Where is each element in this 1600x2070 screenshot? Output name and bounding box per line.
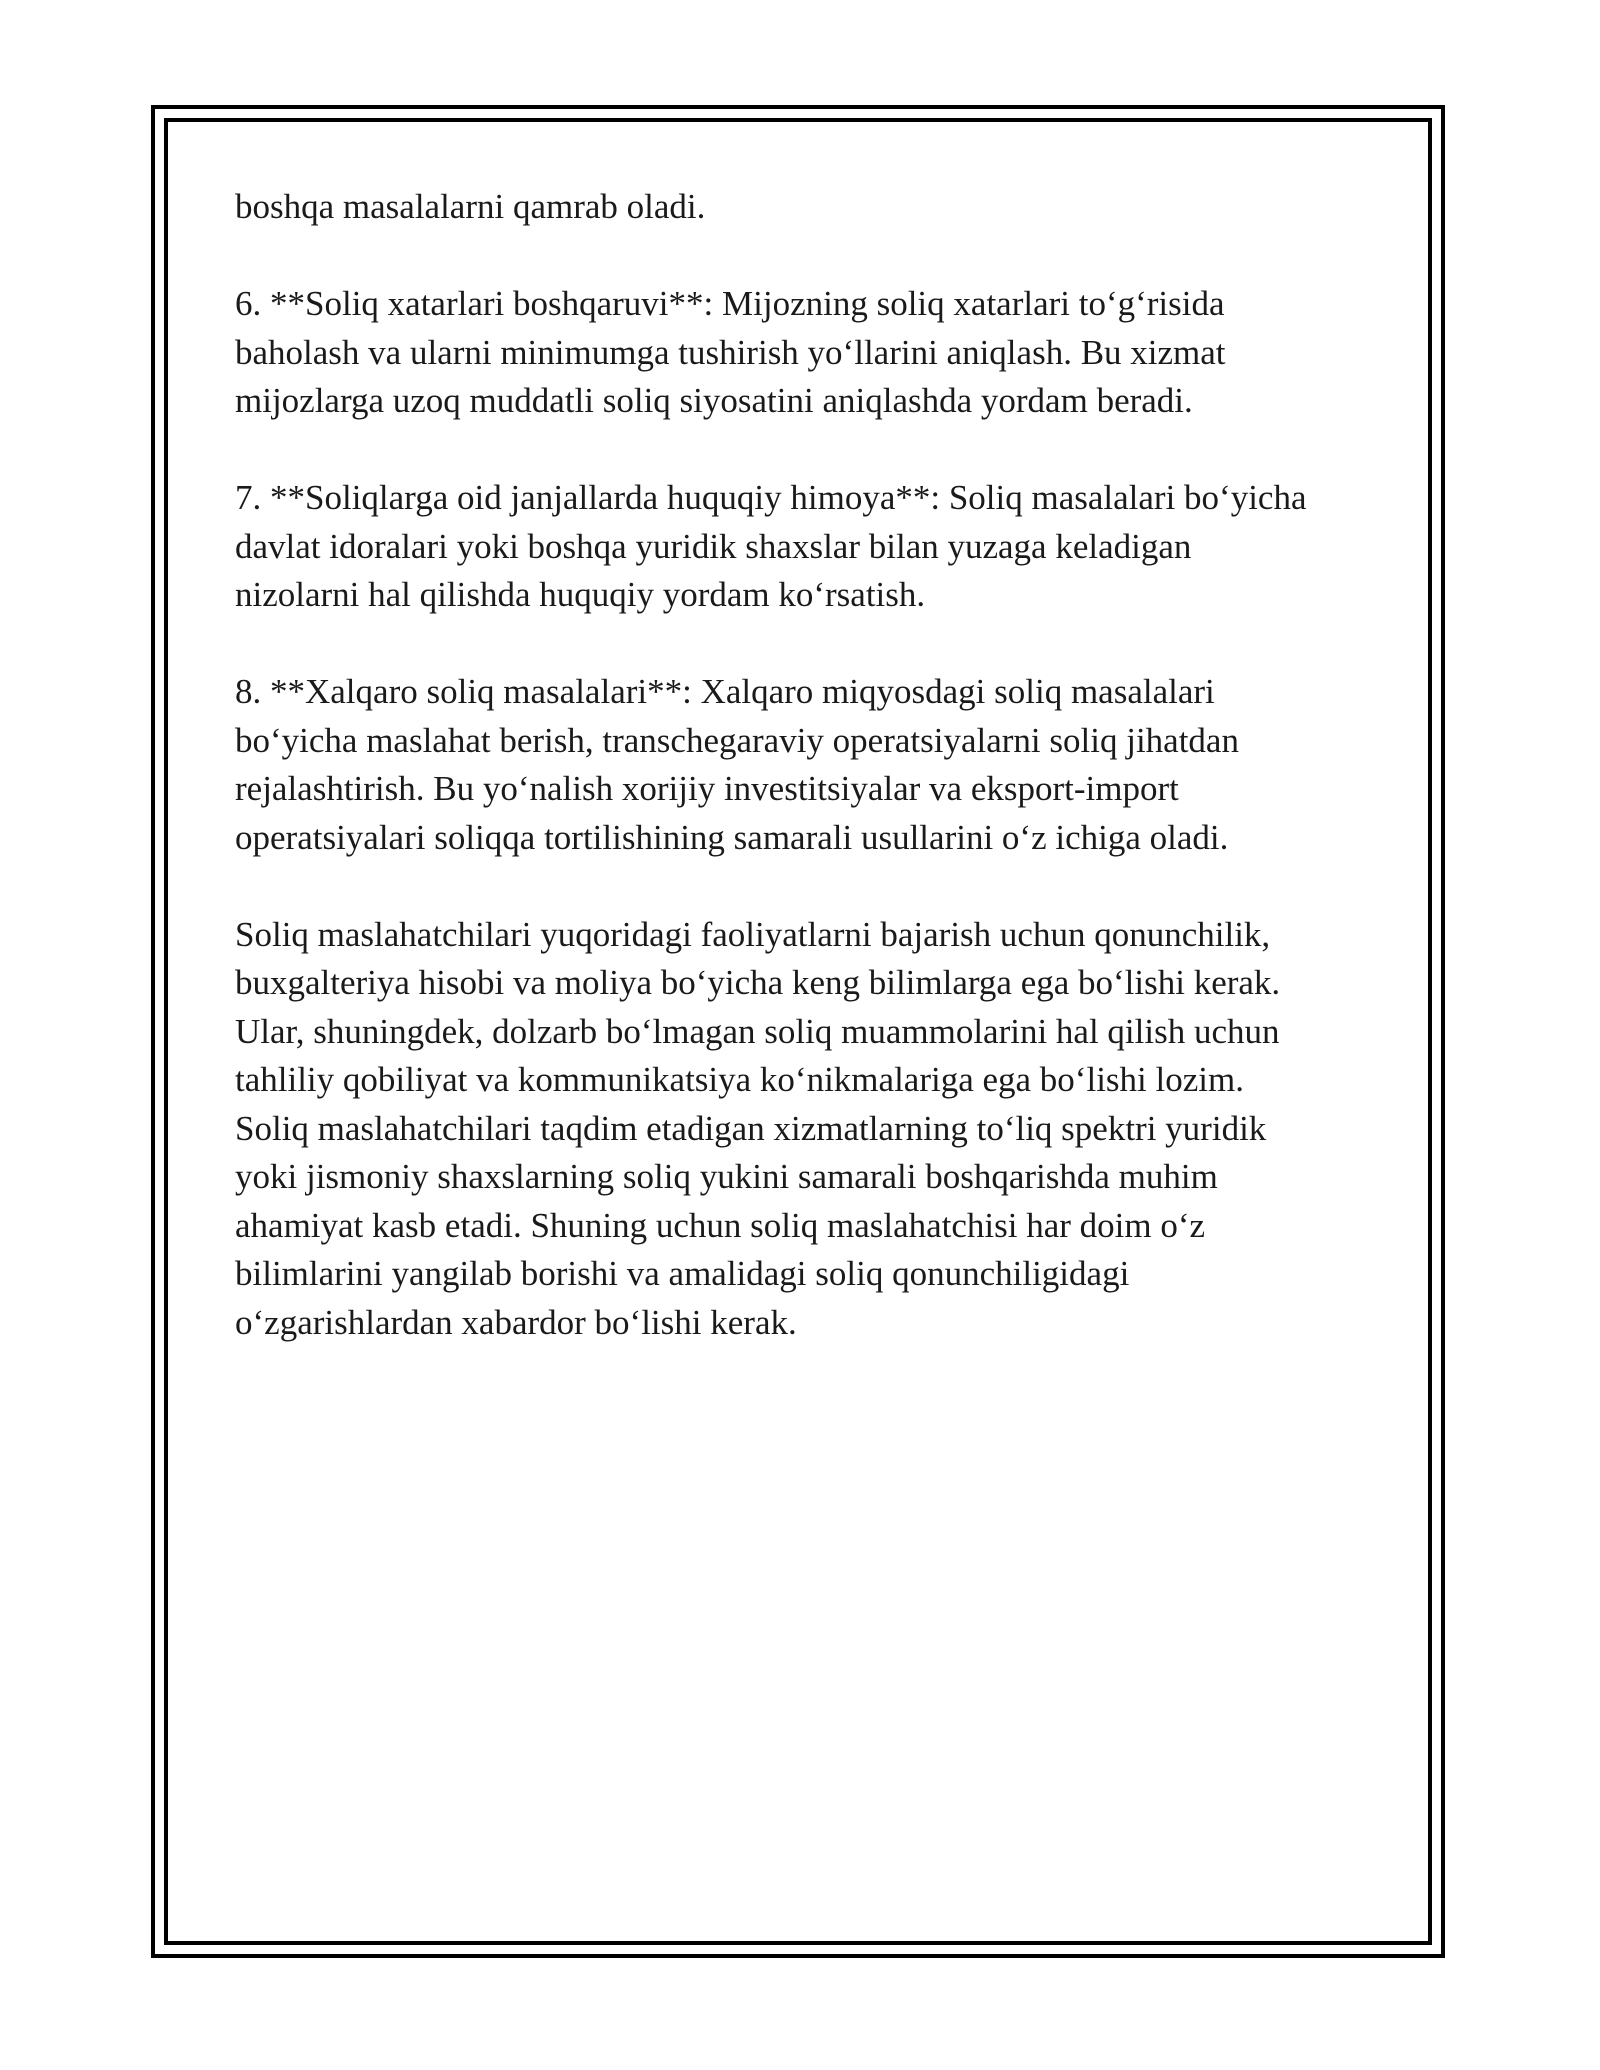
text-line: bilimlarini yangilab borishi va amalidagi soliq qonunchiligidagi bbox=[235, 1254, 1130, 1293]
text-line: davlat idoralari yoki boshqa yuridik shaxslar bilan yuzaga keladigan bbox=[235, 526, 1192, 566]
text-line: tahliliy qobiliyat va kommunikatsiya ko‘nikmalariga ega bo‘lishi lozim. bbox=[235, 1060, 1244, 1099]
text-line: 8. **Xalqaro soliq masalalari**: Xalqaro miqyosdagi soliq masalalari bbox=[235, 672, 1215, 711]
text-line: nizolarni hal qilishda huquqiy yordam ko‘rsatish. bbox=[235, 575, 926, 614]
text-line: mijozlarga uzoq muddatli soliq siyosatini aniqlashda yordam beradi. bbox=[235, 381, 1193, 420]
paragraph-item-7 bbox=[235, 474, 1385, 620]
text-line: Soliq maslahatchilari yuqoridagi faoliyatlarni bajarish uchun qonunchilik, bbox=[235, 914, 1271, 954]
text-line: boshqa masalalarni qamrab oladi. bbox=[235, 187, 706, 226]
text-line: 7. **Soliqlarga oid janjallarda huquqiy himoya**: Soliq masalalari bo‘yicha bbox=[235, 478, 1307, 517]
text-line: buxgalteriya hisobi va moliya bo‘yicha keng bilimlarga ega bo‘lishi kerak. bbox=[235, 963, 1281, 1002]
document-body bbox=[235, 183, 1385, 1396]
text-line: o‘zgarishlardan xabardor bo‘lishi kerak. bbox=[235, 1302, 797, 1342]
text-line: Soliq maslahatchilari taqdim etadigan xizmatlarning to‘liq spektri yuridik bbox=[235, 1108, 1267, 1148]
paragraph-item-6 bbox=[235, 280, 1385, 426]
text-line: ahamiyat kasb etadi. Shuning uchun soliq maslahatchisi har doim o‘z bbox=[235, 1205, 1206, 1245]
text-line: operatsiyalari soliqqa tortilishining samarali usullarini o‘z ichiga oladi. bbox=[235, 817, 1229, 857]
text-line: 6. **Soliq xatarlari boshqaruvi**: Mijozning soliq xatarlari to‘g‘risida bbox=[235, 284, 1225, 323]
paragraph-item-8 bbox=[235, 668, 1385, 862]
paragraph-conclusion bbox=[235, 911, 1385, 1348]
text-line: Ular, shuningdek, dolzarb bo‘lmagan soliq muammolarini hal qilish uchun bbox=[235, 1011, 1280, 1051]
text-line: baholash va ularni minimumga tushirish yo‘llarini aniqlash. Bu xizmat bbox=[235, 332, 1226, 372]
text-line: rejalashtirish. Bu yo‘nalish xorijiy investitsiyalar va eksport-import bbox=[235, 769, 1179, 808]
text-line: bo‘yicha maslahat berish, transchegaraviy operatsiyalarni soliq jihatdan bbox=[235, 720, 1239, 760]
paragraph-continuation bbox=[235, 183, 1385, 232]
text-line: yoki jismoniy shaxslarning soliq yukini samarali boshqarishda muhim bbox=[235, 1157, 1218, 1196]
